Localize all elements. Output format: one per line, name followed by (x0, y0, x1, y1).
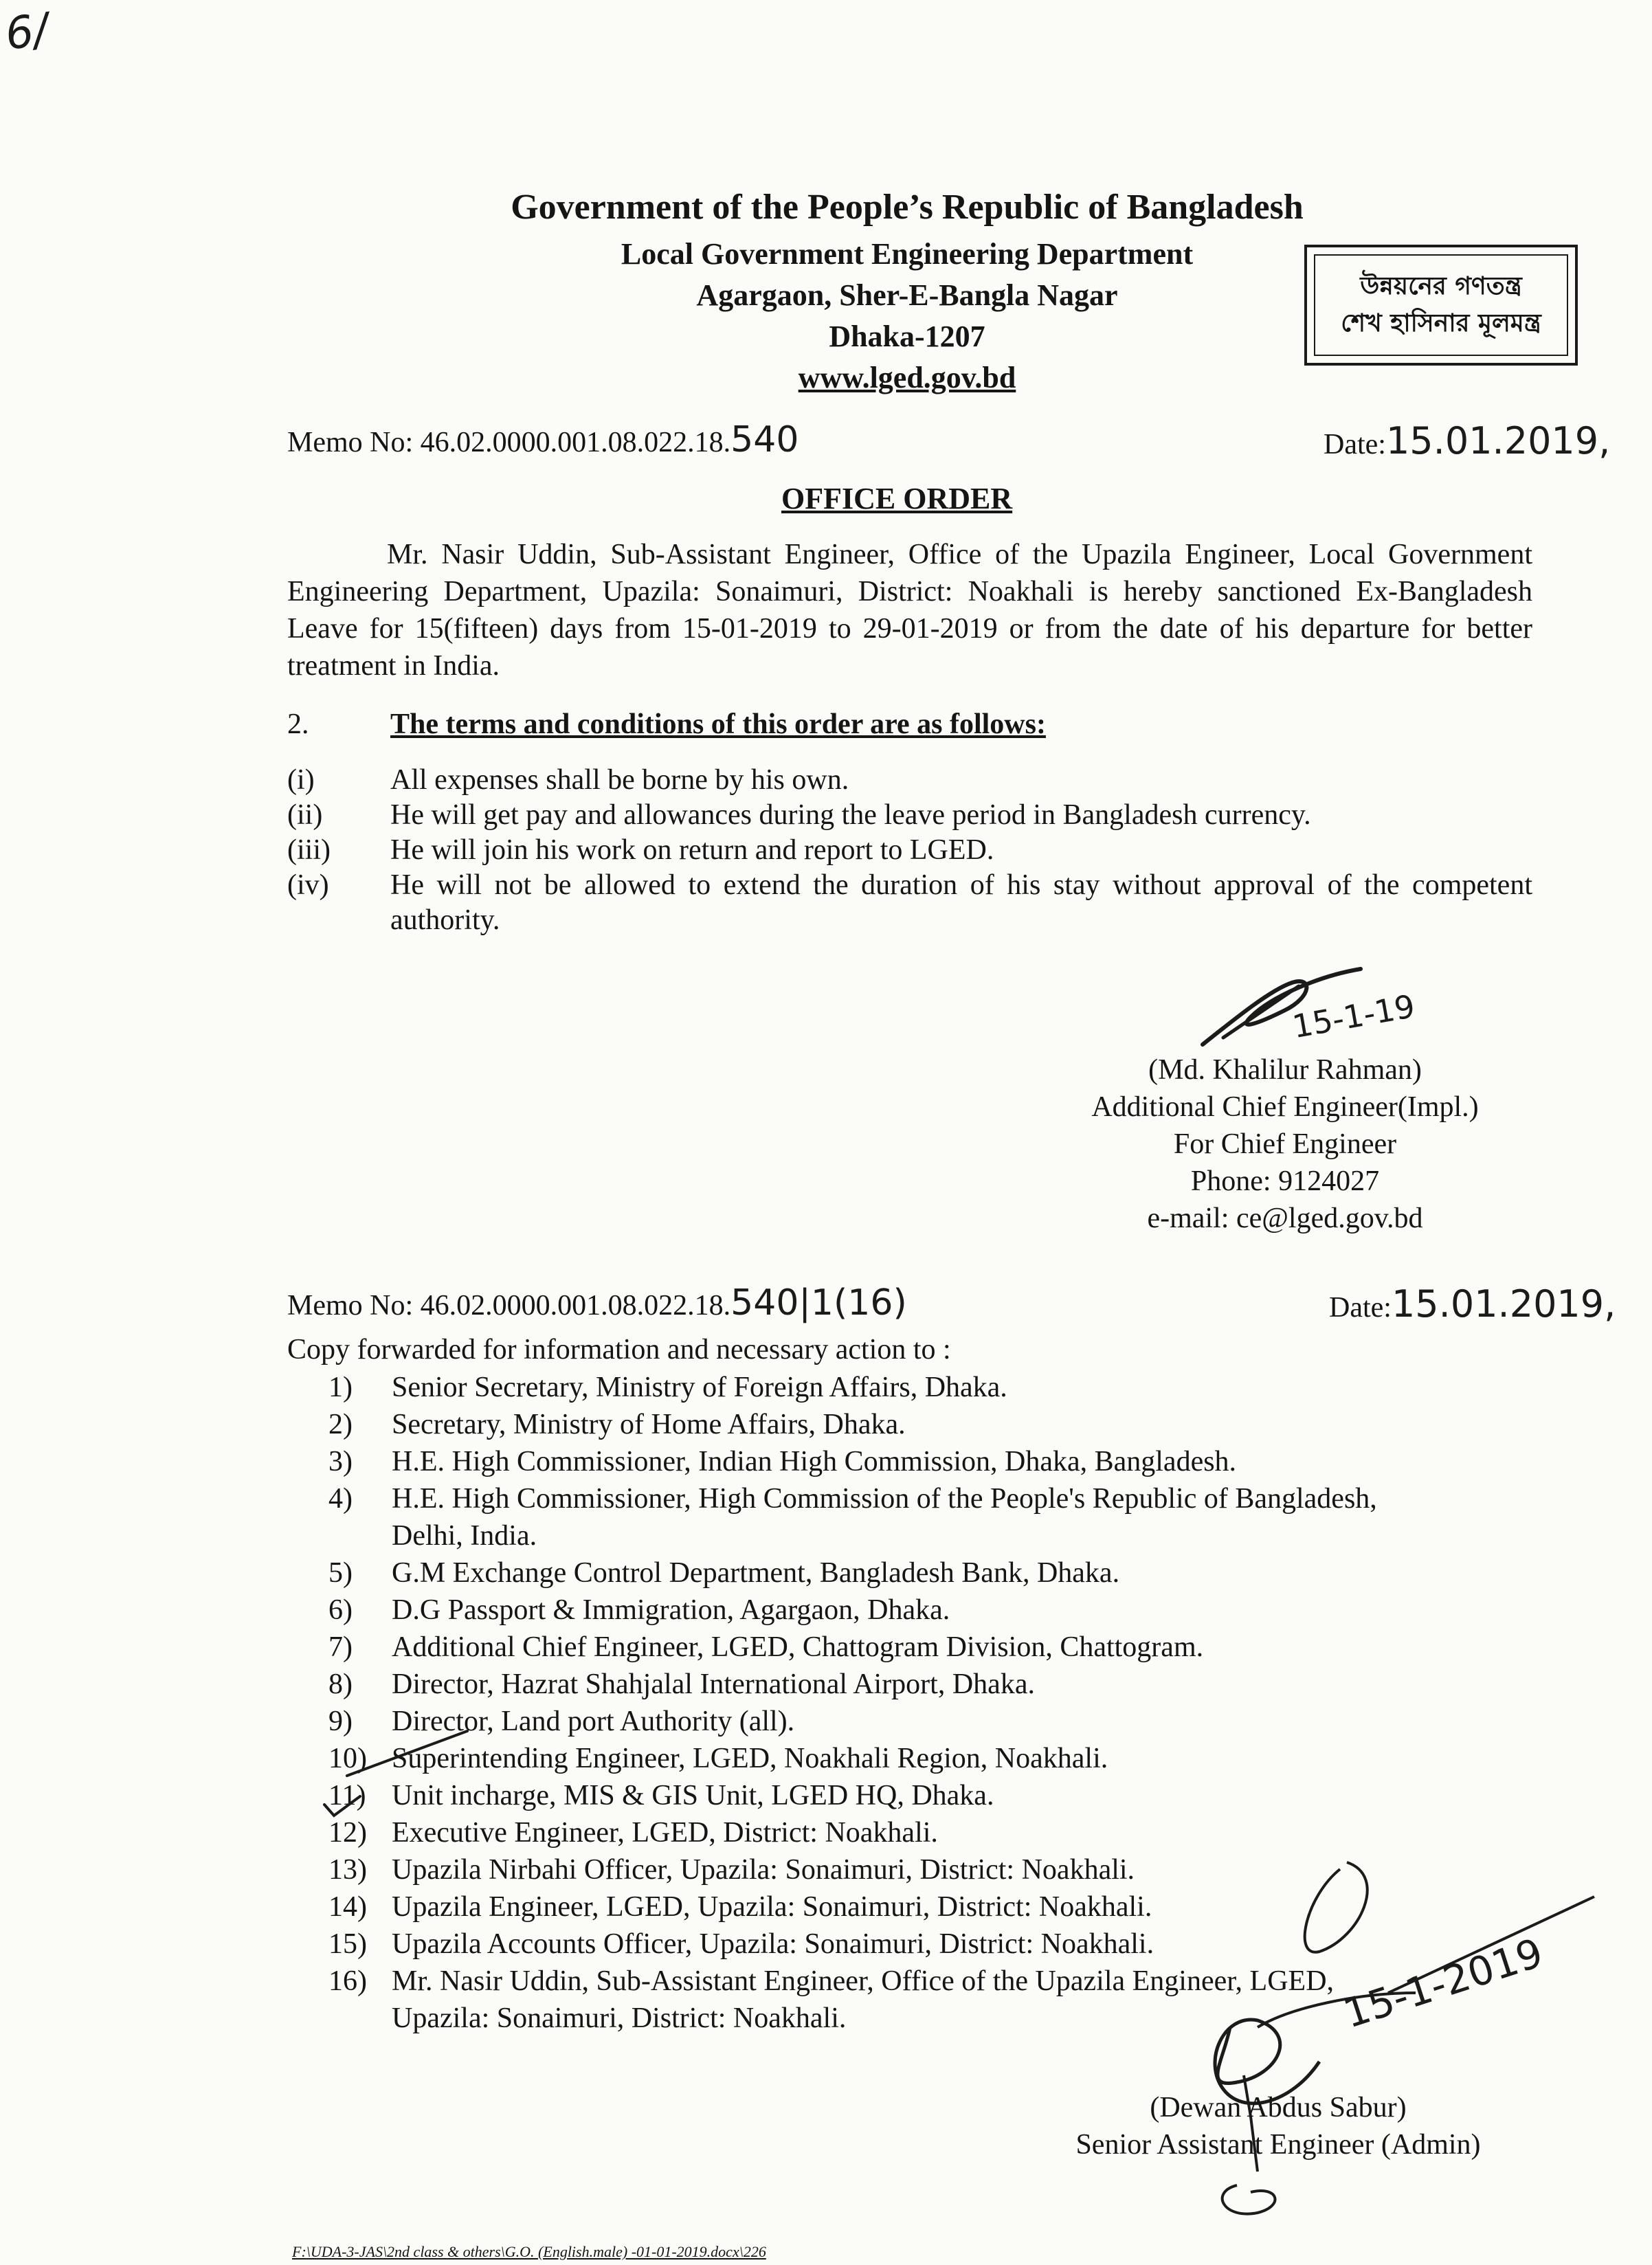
signature-2-handwritten-date: 15-1-2019 (1337, 1929, 1549, 2038)
memo-date-2 (1329, 1282, 1616, 1326)
signature-block-2 (1038, 2089, 1519, 2163)
distribution-item-text: Upazila Nirbahi Officer, Upazila: Sonaimuri, District: Noakhali. (392, 1854, 1135, 1886)
distribution-item-text: H.E. High Commissioner, Indian High Commission, Dhaka, Bangladesh. (392, 1446, 1237, 1477)
term-item (287, 763, 1532, 798)
distribution-item-number (287, 1814, 392, 1851)
distribution-item-number (287, 1443, 392, 1480)
distribution-number-text: 3) (328, 1446, 353, 1477)
tick-mark-icon (344, 1728, 481, 1783)
distribution-number-text: 15) (328, 1928, 367, 1960)
distribution-number-text: 12) (328, 1817, 367, 1849)
section-title: The terms and conditions of this order are as follows: (390, 708, 1046, 740)
distribution-item-number (287, 1926, 392, 1963)
distribution-number-text: 16) (328, 1965, 367, 1997)
memo-date-1 (1324, 419, 1610, 462)
signatory-title: Senior Assistant Engineer (Admin) (1075, 2129, 1481, 2161)
distribution-item-text: Director, Land port Authority (all). (392, 1706, 795, 1737)
date-handwritten: 15.01.2019, (1391, 1282, 1616, 1326)
memo-prefix: Memo No: 46.02.0000.001.08.022.18. (287, 427, 731, 458)
distribution-item-text: Upazila Accounts Officer, Upazila: Sonaimuri, District: Noakhali. (392, 1928, 1154, 1960)
distribution-item-text: G.M Exchange Control Department, Bangladesh Bank, Dhaka. (392, 1557, 1120, 1589)
distribution-item-text: Superintending Engineer, LGED, Noakhali Region, Noakhali. (392, 1743, 1108, 1774)
signatory-title: Additional Chief Engineer(Impl.) (1091, 1091, 1479, 1123)
motto-line-1: উন্নয়নের গণতন্ত্র (1360, 272, 1522, 300)
signature-2-scribble-icon (1182, 1855, 1622, 2227)
term-number: (i) (287, 764, 315, 796)
distribution-item-text: Senior Secretary, Ministry of Foreign Affairs, Dhaka. (392, 1372, 1007, 1403)
distribution-item-text: Secretary, Ministry of Home Affairs, Dhaka. (392, 1409, 906, 1440)
distribution-number-text: 1) (328, 1372, 353, 1403)
distribution-item-text: Delhi, India. (392, 1520, 537, 1552)
distribution-number-text: 13) (328, 1854, 367, 1886)
body-paragraph: Mr. Nasir Uddin, Sub-Assistant Engineer, Office of the Upazila Engineer, Local Government Engineering Department, Upazila: Sonaimuri, District: Noakhali is hereby sanctioned Ex-Bangladesh Leave for 15(fifteen) days from 15-01-2019 to 29-01-2019 or from the date of his departure for better treatment in India. (287, 539, 1532, 682)
header-government-title: Government of the People’s Republic of Bangladesh (511, 188, 1304, 227)
term-text: He will get pay and allowances during the leave period in Bangladesh currency. (390, 799, 1311, 831)
term-item (287, 833, 1532, 868)
distribution-item-number (287, 1406, 392, 1443)
date-handwritten: 15.01.2019, (1385, 419, 1611, 462)
distribution-item (287, 1629, 1545, 1666)
terms-list (287, 763, 1532, 938)
header-city-line: Dhaka-1207 (829, 320, 985, 353)
motto-line-2: শেখ হাসিনার মূলমন্ত্র (1341, 309, 1541, 337)
distribution-item-number (287, 2000, 392, 2037)
distribution-item (287, 1480, 1545, 1517)
distribution-number-text: 9) (328, 1706, 353, 1737)
distribution-item (287, 1443, 1545, 1480)
section-number: 2. (287, 708, 309, 740)
distribution-number-text: 14) (328, 1891, 367, 1923)
term-text: All expenses shall be borne by his own. (390, 764, 849, 796)
memo-handwritten-number: 540|1(16) (730, 1282, 907, 1324)
distribution-item-text: Executive Engineer, LGED, District: Noakhali. (392, 1817, 938, 1849)
distribution-item (287, 1777, 1545, 1814)
term-text: He will not be allowed to extend the duration of his stay without approval of the competent authority. (390, 869, 1532, 936)
signatory-phone: Phone: 9124027 (1190, 1165, 1380, 1197)
date-label: Date: (1324, 429, 1386, 460)
distribution-item (287, 1554, 1545, 1592)
memo-handwritten-number: 540 (730, 419, 799, 460)
distribution-item-number (287, 1480, 392, 1517)
distribution-item-text: Unit incharge, MIS & GIS Unit, LGED HQ, Dhaka. (392, 1780, 994, 1811)
distribution-item (287, 1517, 1545, 1554)
distribution-item-number (287, 1592, 392, 1629)
term-item (287, 868, 1532, 938)
office-order-title: OFFICE ORDER (781, 482, 1013, 515)
signatory-name: (Md. Khalilur Rahman) (1148, 1054, 1422, 1086)
distribution-item-number (287, 1629, 392, 1666)
motto-box (1304, 245, 1578, 366)
distribution-item-number (287, 1554, 392, 1592)
distribution-item (287, 1406, 1545, 1443)
distribution-item-number (287, 1888, 392, 1926)
header-department-name: Local Government Engineering Department (621, 237, 1194, 271)
distribution-number-text: 2) (328, 1409, 353, 1440)
distribution-item-text: Mr. Nasir Uddin, Sub-Assistant Engineer, Office of the Upazila Engineer, LGED, (392, 1965, 1335, 1997)
distribution-item (287, 1814, 1545, 1851)
distribution-item-text: Upazila: Sonaimuri, District: Noakhali. (392, 2002, 847, 2034)
corner-handwritten-mark: 6/ (2, 4, 52, 60)
memo-number-1 (287, 419, 799, 460)
distribution-item-text: Additional Chief Engineer, LGED, Chattogram Division, Chattogram. (392, 1631, 1204, 1663)
distribution-item-text: D.G Passport & Immigration, Agargaon, Dhaka. (392, 1594, 950, 1626)
term-text: He will join his work on return and report to LGED. (390, 834, 994, 866)
footer-file-path: F:\UDA-3-JAS\2nd class & others\G.O. (English.male) -01-01-2019.docx\226 (292, 2243, 766, 2260)
distribution-item-number (287, 1666, 392, 1703)
header-website-link[interactable]: www.lged.gov.bd (798, 361, 1016, 394)
distribution-number-text: 10) (328, 1743, 367, 1774)
term-item (287, 798, 1532, 833)
distribution-item-number (287, 1369, 392, 1406)
distribution-number-text: 7) (328, 1631, 353, 1663)
term-number: (ii) (287, 799, 323, 831)
signatory-name: (Dewan Abdus Sabur) (1150, 2092, 1407, 2123)
signatory-email[interactable]: e-mail: ce@lged.gov.bd (1147, 1203, 1423, 1234)
distribution-item-number (287, 1963, 392, 2000)
distribution-item-text: Director, Hazrat Shahjalal International Airport, Dhaka. (392, 1669, 1035, 1700)
distribution-item-number (287, 1851, 392, 1888)
term-number: (iii) (287, 834, 331, 866)
memo-prefix: Memo No: 46.02.0000.001.08.022.18. (287, 1290, 731, 1321)
distribution-item-text: Upazila Engineer, LGED, Upazila: Sonaimuri, District: Noakhali. (392, 1891, 1152, 1923)
distribution-number-text: 8) (328, 1669, 353, 1700)
distribution-item (287, 1369, 1545, 1406)
term-number: (iv) (287, 869, 329, 901)
copy-forwarded-intro: Copy forwarded for information and necessary action to : (287, 1334, 951, 1365)
signature-1-handwritten-date: 15-1-19 (1289, 987, 1418, 1046)
signatory-for: For Chief Engineer (1173, 1128, 1397, 1160)
distribution-number-text: 6) (328, 1594, 353, 1626)
motto-inner-frame (1314, 254, 1568, 356)
distribution-number-text: 4) (328, 1483, 353, 1515)
distribution-number-text: 11) (328, 1780, 366, 1811)
distribution-item-text: H.E. High Commissioner, High Commission of the People's Republic of Bangladesh, (392, 1483, 1377, 1515)
date-label: Date: (1329, 1292, 1392, 1324)
tick-mark-icon (322, 1792, 363, 1820)
distribution-item (287, 1666, 1545, 1703)
distribution-item-number (287, 1517, 392, 1554)
distribution-number-text: 5) (328, 1557, 353, 1589)
memo-number-2 (287, 1282, 907, 1324)
signature-block-1 (1058, 1051, 1512, 1237)
distribution-item (287, 1592, 1545, 1629)
header-address-line: Agargaon, Sher-E-Bangla Nagar (696, 278, 1118, 312)
